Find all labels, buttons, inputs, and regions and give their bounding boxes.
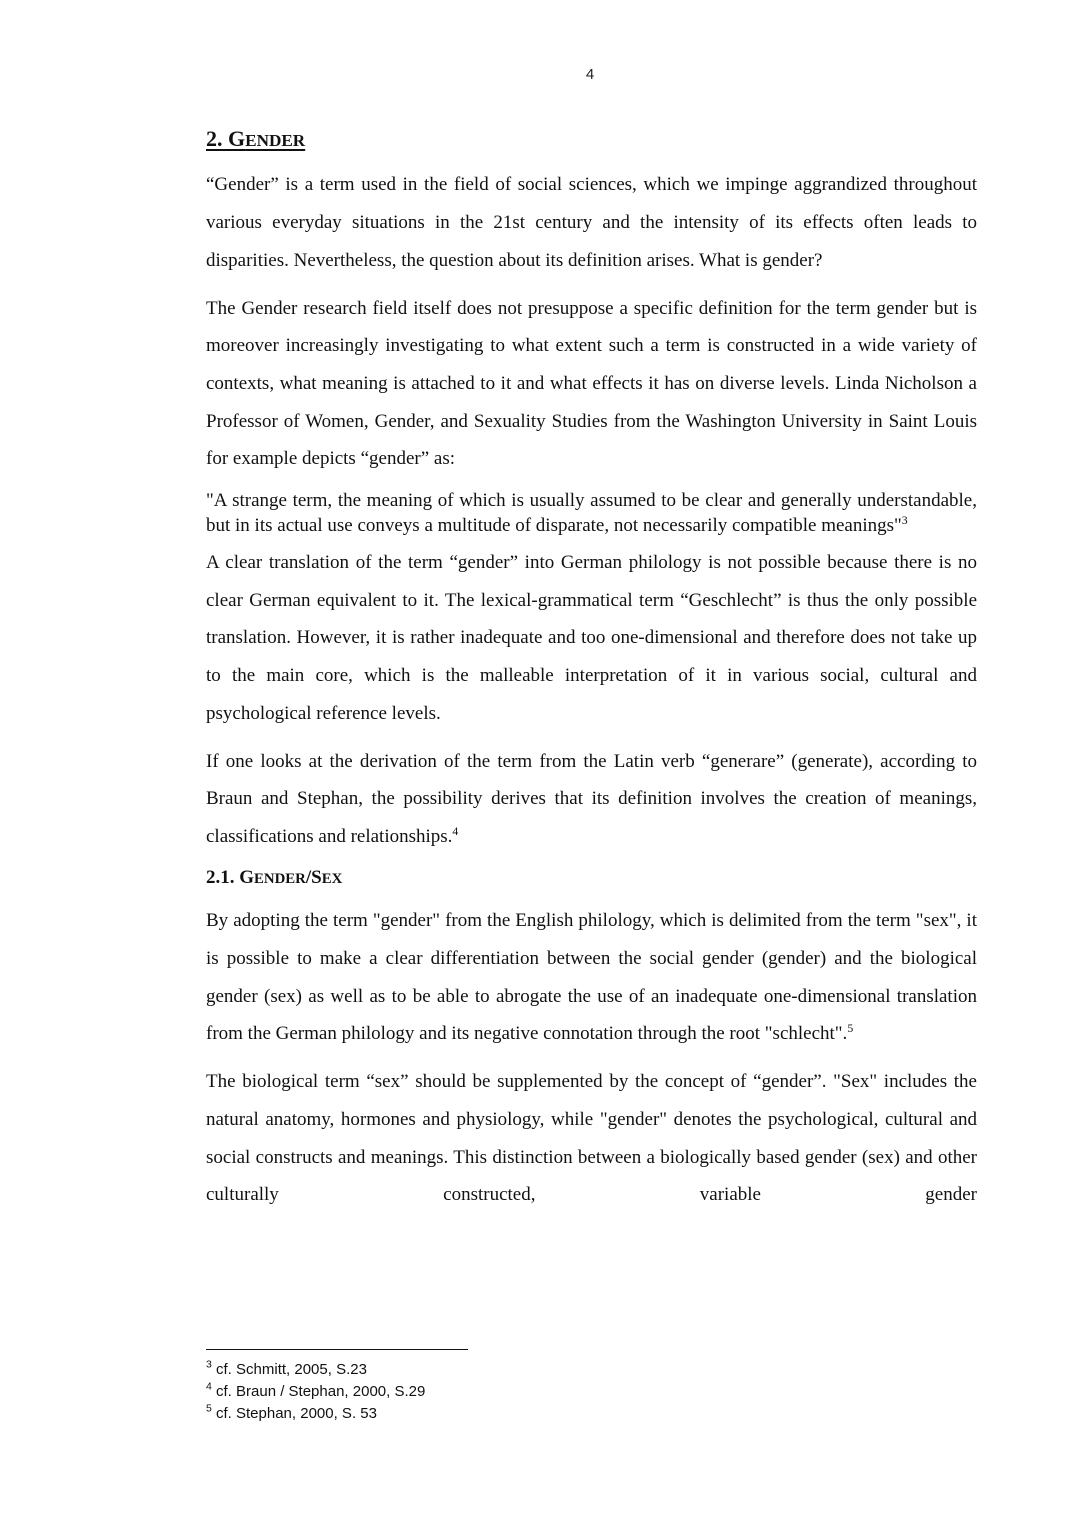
footnote-separator xyxy=(206,1349,468,1350)
footnote-ref-3: 3 xyxy=(901,513,908,527)
subsection-title-ex: EX xyxy=(321,870,343,887)
section-number: 2. xyxy=(206,126,223,151)
subsection-title-g: G xyxy=(239,866,255,888)
subsection-title-ender: ENDER xyxy=(254,870,306,887)
footnote-3 xyxy=(206,1359,425,1381)
footnote-marker: 4 xyxy=(206,1380,212,1393)
section-title-initial: G xyxy=(228,126,246,151)
subsection-title-slash: / xyxy=(305,866,312,888)
gender-sex-text: By adopting the term "gender" from the English philology, which is delimited from the term "sex", it is possible to make a clear differentiation between the social gender (gender) and the biological gender (sex) as well as to be able to abrogate the use of an inadequate one-dimensional translation from the German philology and its negative connotation through the root "schlecht". xyxy=(206,910,977,1045)
footnote-ref-5: 5 xyxy=(847,1022,854,1036)
footnote-text: cf. Braun / Stephan, 2000, S.29 xyxy=(211,1383,426,1400)
derivation-text: If one looks at the derivation of the term from the Latin verb “generare” (generate), according to Braun and Stephan, the possibility derives that its definition involves the creation of meanings, classifications and relationships. xyxy=(206,750,977,847)
quote-text: "A strange term, the meaning of which is usually assumed to be clear and generally understandable, but in its actual use conveys a multitude of disparate, not necessarily compatible meanings" xyxy=(206,490,977,537)
derivation-paragraph xyxy=(206,743,977,856)
footnote-marker: 5 xyxy=(206,1402,212,1415)
footnote-5 xyxy=(206,1403,425,1425)
footnote-text: cf. Stephan, 2000, S. 53 xyxy=(211,1405,377,1422)
biological-term-paragraph: The biological term “sex” should be supplemented by the concept of “gender”. "Sex" includes the natural anatomy, hormones and physiology, while "gender" denotes the psychological, cultural and social constructs and meanings. This distinction between a biologically based gender (sex) and other culturally constructed, variable gender xyxy=(206,1071,977,1206)
intro-paragraph: “Gender” is a term used in the field of social sciences, which we impinge aggrandized throughout various everyday situations in the 21st century and the intensity of its effects often leads to disparities. Nevertheless, the question about its definition arises. What is gender? xyxy=(206,174,977,271)
gender-sex-paragraph xyxy=(206,902,977,1053)
section-heading xyxy=(206,126,977,152)
footnotes xyxy=(206,1359,425,1425)
subsection-number: 2.1. xyxy=(206,866,235,888)
subsection-heading xyxy=(206,866,977,891)
section-title-rest: ENDER xyxy=(245,131,306,150)
research-paragraph: The Gender research field itself does not presuppose a specific definition for the term gender but is moreover increasingly investigating to what extent such a term is constructed in a wide variety of contexts, what meaning is attached to it and what effects it has on diverse levels. Linda Nicholson a Professor of Women, Gender, and Sexuality Studies from the Washington University in Saint Louis for example depicts “gender” as: xyxy=(206,297,977,470)
footnote-marker: 3 xyxy=(206,1358,212,1371)
block-quote xyxy=(206,488,977,538)
page-number: 4 xyxy=(585,66,595,83)
translation-paragraph: A clear translation of the term “gender” into German philology is not possible because there is no clear German equivalent to it. The lexical-grammatical term “Geschlecht” is thus the only possible translation. However, it is rather inadequate and too one-dimensional and therefore does not take up to the main core, which is the malleable interpretation of it in various social, cultural and psychological reference levels. xyxy=(206,552,977,724)
footnote-ref-4: 4 xyxy=(452,824,459,838)
footnote-4 xyxy=(206,1381,425,1403)
subsection-title-s: S xyxy=(311,866,322,888)
page-content xyxy=(206,126,977,1224)
footnote-text: cf. Schmitt, 2005, S.23 xyxy=(211,1361,367,1378)
